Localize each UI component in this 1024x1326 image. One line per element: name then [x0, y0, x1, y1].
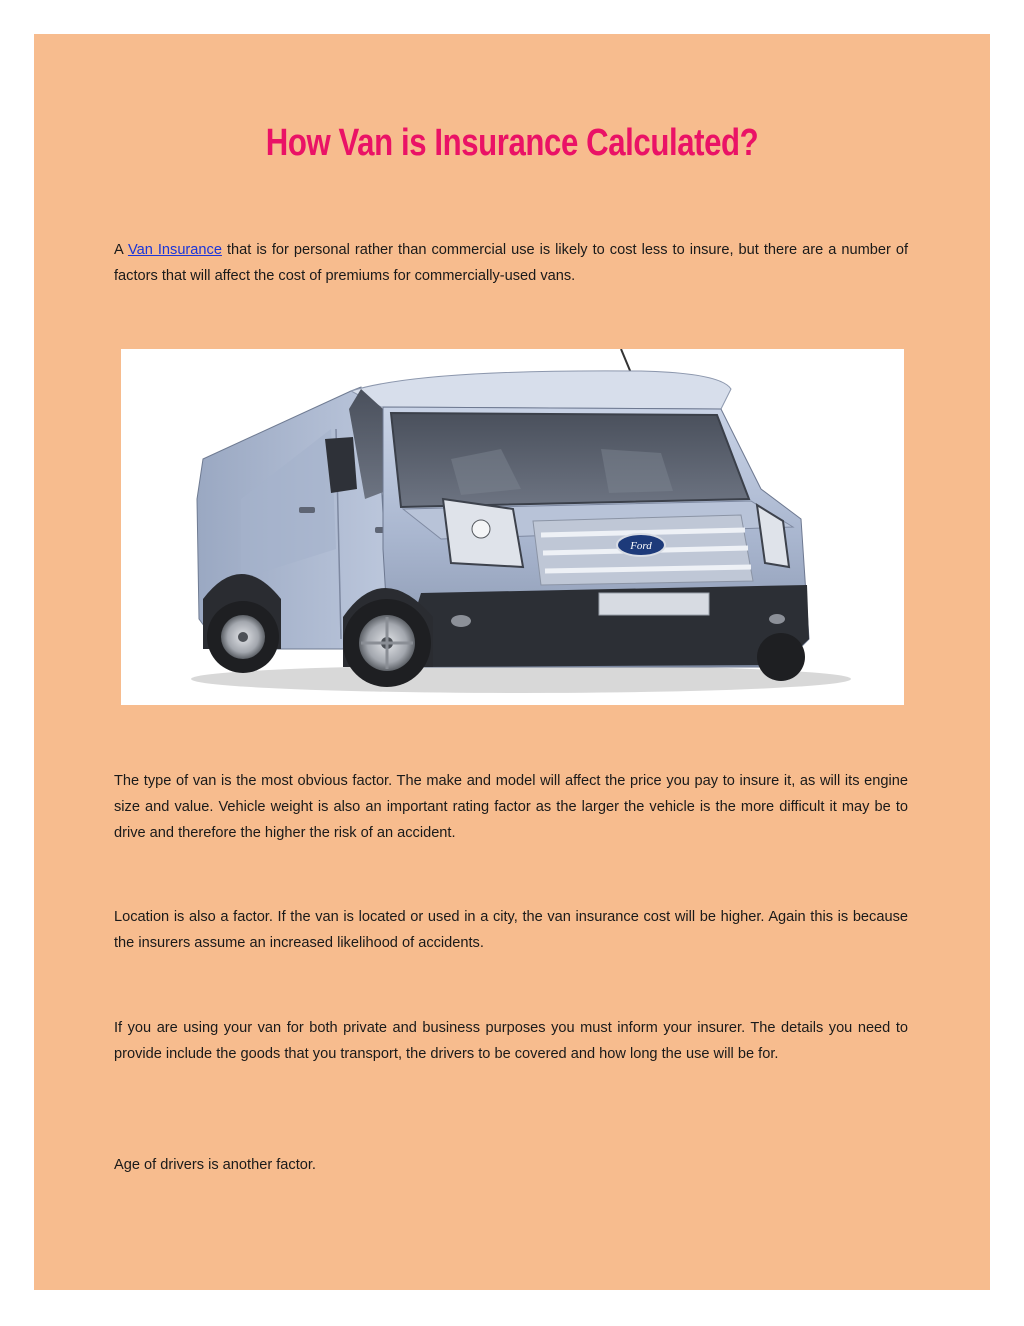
fog-light-left: [451, 615, 471, 627]
paragraph-location: Location is also a factor. If the van is located or used in a city, the van insurance cost will be higher. Again this is because the insurers assume an increased likelihood of accidents.: [114, 909, 908, 951]
fog-light-right: [769, 614, 785, 624]
ground-shadow: [191, 665, 851, 693]
paragraph-private-business: If you are using your van for both private and business purposes you must inform your insurer. The details you need to provide include the goods that you transport, the drivers to be covered and how long the use will be for.: [114, 1020, 908, 1062]
right-tyre: [757, 633, 805, 681]
headlight-left-lamp: [472, 520, 490, 538]
ford-badge-text: Ford: [630, 540, 652, 552]
intro-prefix: A: [114, 242, 128, 258]
page-title: How Van is Insurance Calculated?: [265, 122, 759, 164]
paragraph-driver-age: Age of drivers is another factor.: [114, 1157, 316, 1173]
van-image: [121, 349, 904, 705]
van-insurance-link[interactable]: Van Insurance: [127, 242, 222, 258]
intro-suffix: that is for personal rather than commercial use is likely to cost less to insure, but there are a number of factors that will affect the cost of premiums for commercially-used vans.: [114, 242, 909, 284]
license-plate: [599, 593, 709, 615]
windshield: [391, 413, 749, 507]
van-illustration: [121, 349, 904, 705]
document-page: [34, 34, 990, 1290]
door-handle-rear: [299, 507, 315, 513]
rear-hub: [238, 632, 248, 642]
van-roof: [351, 371, 731, 409]
paragraph-van-type: The type of van is the most obvious factor. The make and model will affect the price you pay to insure it, as will its engine size and value. Vehicle weight is also an important rating factor as the larger the vehicle is the more difficult it may be to drive and therefore the higher the risk of an accident.: [114, 773, 908, 841]
intro-paragraph: [114, 237, 908, 289]
